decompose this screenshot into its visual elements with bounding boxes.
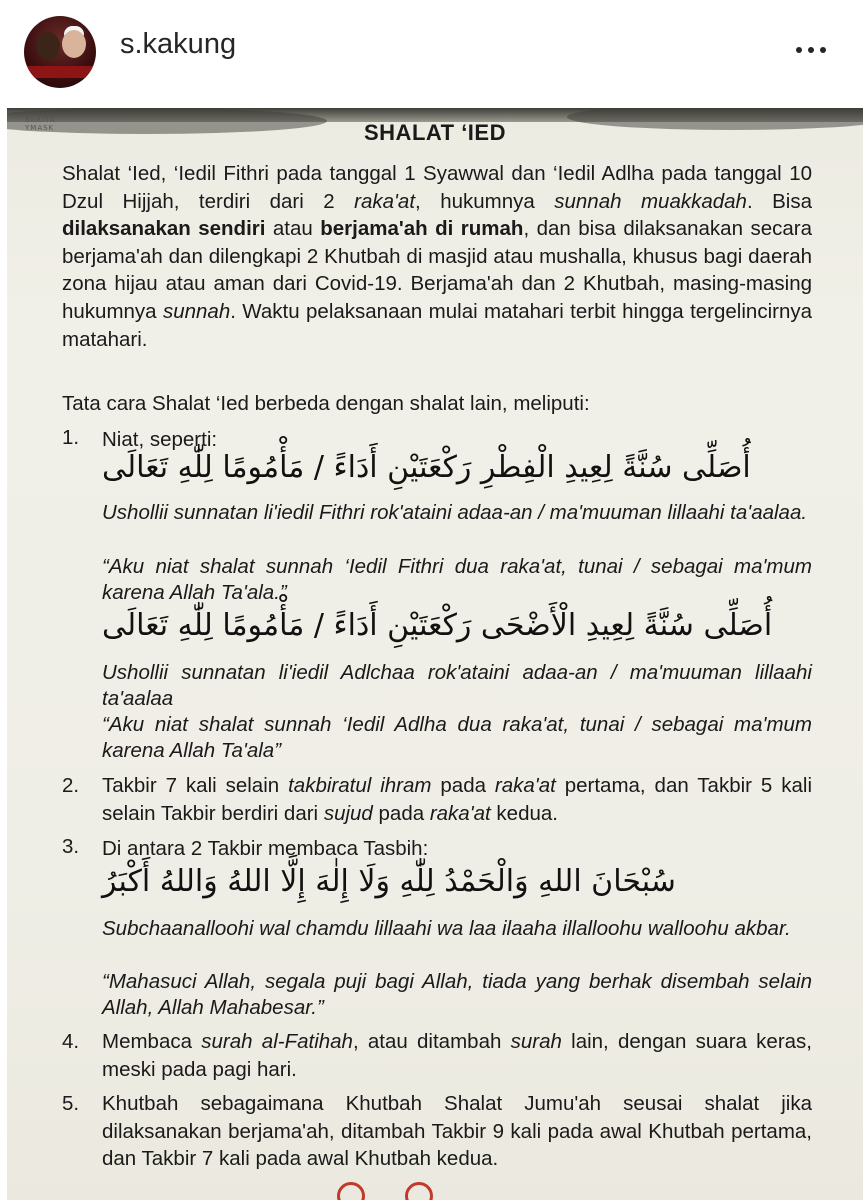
item-1-meaning-adha: “Aku niat shalat sunnah ‘Iedil Adlha dua raka'at, tunai / sebagai ma'mum karena Allah Ta'ala” (102, 713, 812, 762)
item-5-text: Khutbah sebagaimana Khutbah Shalat Jumu'ah seusai shalat jika dilaksanakan berjama'ah, ditambah Takbir 9 kali pada awal Khutbah pertama, dan Takbir 7 kali pada awal Khutbah kedua. (102, 1092, 812, 1171)
poster-watermark: BERITA YMASK (25, 116, 56, 132)
avatar-person-right (62, 30, 86, 58)
item-1-meaning-fithri: “Aku niat shalat sunnah ‘Iedil Fithri dua raka'at, tunai / sebagai ma'mum karena Allah Ta'ala.” (102, 555, 812, 604)
item-2-number: 2. (62, 774, 80, 797)
avatar[interactable] (24, 16, 96, 88)
tata-cara-heading: Tata cara Shalat ‘Ied berbeda dengan shalat lain, meliputi: (62, 392, 590, 415)
item-1-arabic-adha: أُصَلِّى سُنَّةً لِعِيدِ الْأَضْحَى رَكْعَتَيْنِ أَدَاءً / مَأْمُومًا لِلّٰهِ تَعَالَى (102, 608, 773, 643)
intro-paragraph: Shalat ‘Ied, ‘Iedil Fithri pada tanggal 1 Syawwal dan ‘Iedil Adlha pada tanggal 10 Dzul Hijjah, terdiri dari 2 raka'at, hukumnya sunnah muakkadah. Bisa dilaksanakan sendiri atau berjama'ah di rumah, dan bisa dilaksanakan secara berjama'ah dan dilengkapi 2 Khutbah di masjid atau mushalla, khusus bagi daerah zona hijau atau aman dari Covid-19. Berjama'ah dan 2 Khutbah, masing-masing hukumnya sunnah. Waktu pelaksanaan mulai matahari terbit hingga tergelincirnya matahari. (62, 162, 812, 351)
item-3-arabic-tasbih: سُبْحَانَ اللهِ وَالْحَمْدُ لِلّٰهِ وَلَا إِلٰهَ إِلَّا اللهُ وَاللهُ أَكْبَرُ (102, 864, 676, 899)
avatar-banner (24, 66, 96, 78)
poster-title: SHALAT ‘IED (364, 120, 506, 145)
item-1-translit-adha: Ushollii sunnatan li'iedil Adlchaa rok'ataini adaa-an / ma'muuman lillaahi ta'aalaa (102, 661, 812, 710)
item-3-text: Di antara 2 Takbir membaca Tasbih: (102, 837, 429, 860)
item-3-translit: Subchaanalloohi wal chamdu lillaahi wa laa ilaaha illalloohu walloohu akbar. (102, 917, 791, 940)
item-3-number: 3. (62, 835, 80, 858)
post-image (7, 108, 863, 1200)
item-2-text: Takbir 7 kali selain takbiratul ihram pada raka'at pertama, dan Takbir 5 kali selain Takbir berdiri dari sujud pada raka'at kedua. (102, 774, 812, 825)
post-header (0, 0, 863, 108)
item-1-number: 1. (62, 426, 80, 449)
poster-bottom-decor (337, 1182, 537, 1200)
item-4-text: Membaca surah al-Fatihah, atau ditambah surah lain, dengan suara keras, meski pada pagi hari. (102, 1030, 813, 1081)
item-1-text: Niat, seperti: (102, 428, 218, 451)
item-1-translit-fithri: Ushollii sunnatan li'iedil Fithri rok'ataini adaa-an / ma'muuman lillaahi ta'aalaa. (102, 501, 808, 524)
item-5-number: 5. (62, 1092, 80, 1115)
more-options-icon[interactable] (796, 38, 836, 58)
item-3-meaning: “Mahasuci Allah, segala puji bagi Allah, tiada yang berhak disembah selain Allah, Allah Mahabesar.” (102, 970, 812, 1019)
avatar-person-left (36, 32, 60, 60)
item-4-number: 4. (62, 1030, 80, 1053)
username[interactable]: s.kakung (120, 28, 237, 60)
item-1-arabic-fithri: أُصَلِّى سُنَّةً لِعِيدِ الْفِطْرِ رَكْعَتَيْنِ أَدَاءً / مَأْمُومًا لِلّٰهِ تَعَالَى (102, 450, 751, 485)
